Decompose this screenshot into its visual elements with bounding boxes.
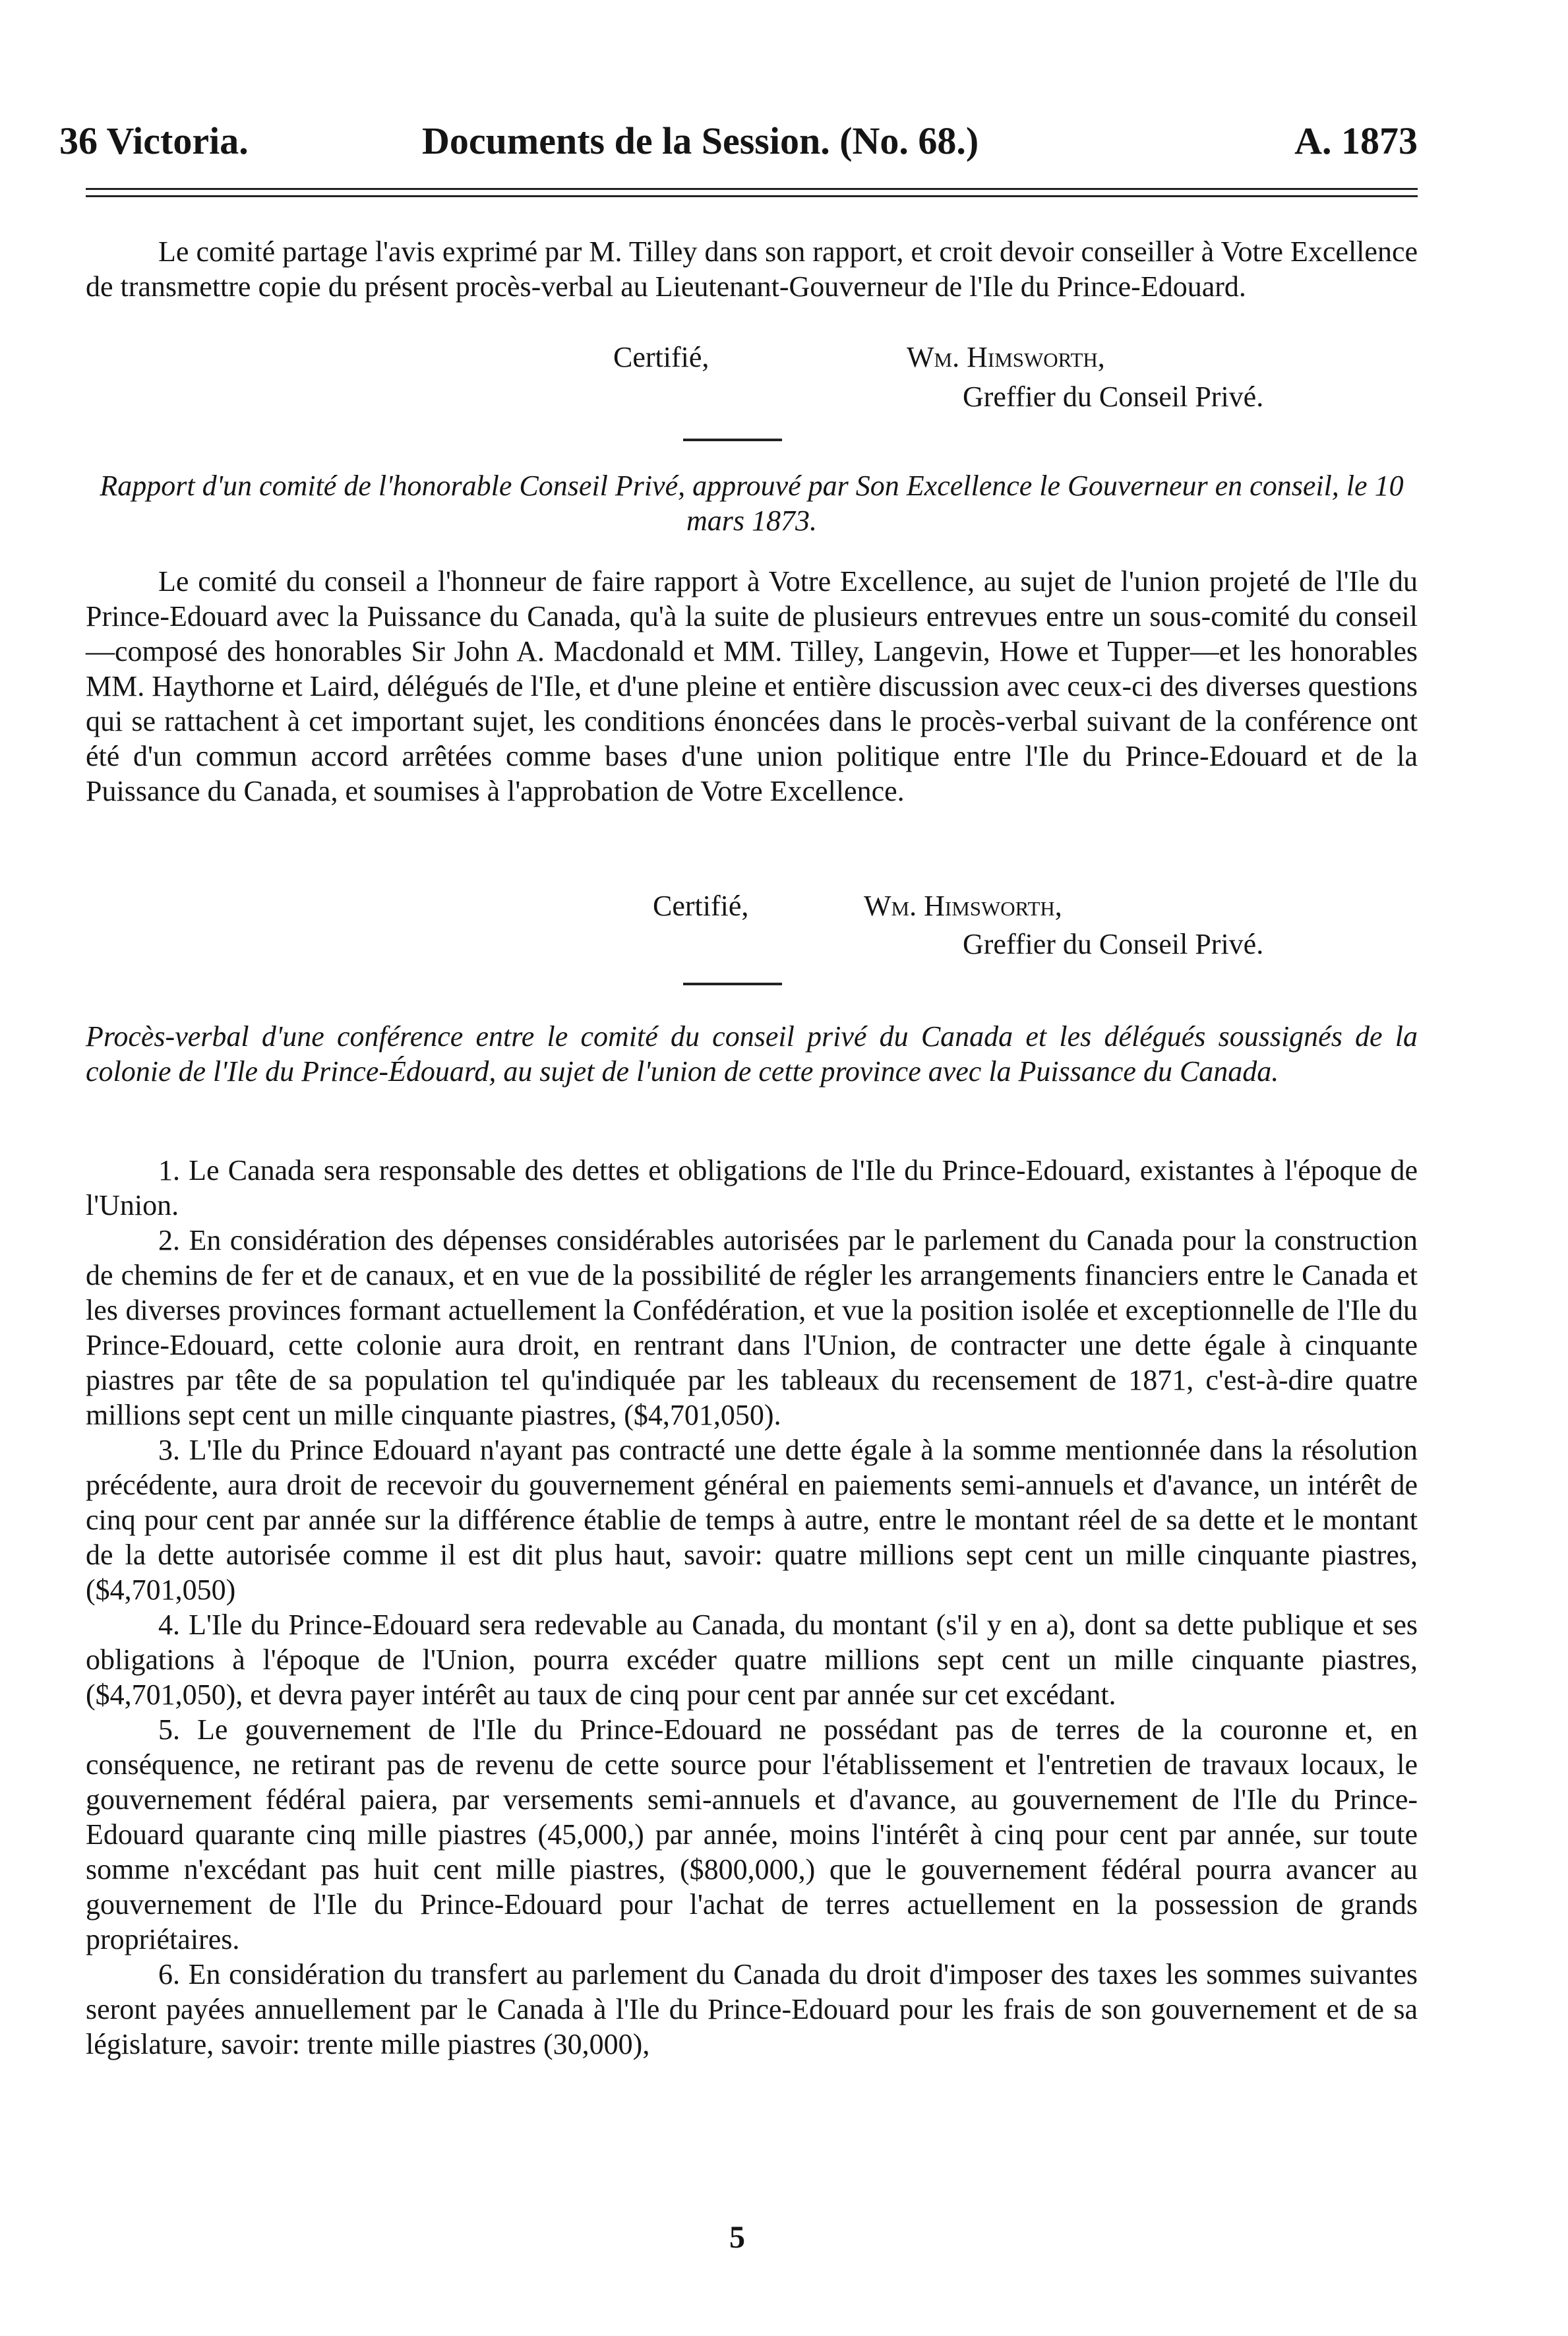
proces-heading: Procès-verbal d'une conférence entre le comité du conseil privé du Canada et les délégués soussignés de la colonie de l'Ile du Prince-Édouard, au sujet de l'union de cette province avec la Puissance du Canada. <box>86 1020 1418 1088</box>
intro-text: Le comité partage l'avis exprimé par M. Tilley dans son rapport, et croit devoir conseiller à Votre Excellence de transmettre copie du présent procès-verbal au Lieutenant-Gouverneur de l'Ile du Prince-Edouard. <box>86 235 1418 303</box>
proces-items <box>86 1153 1418 2062</box>
list-item: 4. L'Ile du Prince-Edouard sera redevable au Canada, du montant (s'il y en a), dont sa dette publique et ses obligations à l'époque de l'Union, pourra excéder quatre millions sept cent un mille cinquante piastres, ($4,701,050), et devra payer intérêt au taux de cinq pour cent par année sur cet excédant. <box>86 1609 1418 1711</box>
intro-paragraph <box>86 234 1418 304</box>
list-item: 2. En considération des dépenses considérables autorisées par le parlement du Canada pour la construction de chemins de fer et de canaux, et en vue de la possibilité de régler les arrangements financiers entre le Canada et les diverses provinces formant actuellement la Confédération, et vue la position isolée et exceptionnelle de l'Ile du Prince-Edouard, cette colonie aura droit, en rentrant dans l'Union, de contracter une dette égale à cinquante piastres par tête de sa population tel qu'indiquée par les tableaux du recensement de 1871, c'est-à-dire quatre millions sept cent un mille cinquante piastres, ($4,701,050). <box>86 1224 1418 1431</box>
section-divider <box>683 983 782 985</box>
header-documents: Documents de la Session. (No. 68.) <box>422 119 979 162</box>
rapport-heading: Rapport d'un comité de l'honorable Conseil Privé, approuvé par Son Excellence le Gouverneur en conseil, le 10 mars 1873. <box>100 470 1404 537</box>
signature1-title: Greffier du Conseil Privé. <box>963 381 1264 413</box>
list-item: 3. L'Ile du Prince Edouard n'ayant pas contracté une dette égale à la somme mentionnée dans la résolution précédente, aura droit de recevoir du gouvernement général en paiements semi-annuels et d'avance, un intérêt de cinq pour cent par année sur la différence établie de temps à autre, entre le montant réel de sa dette et le montant de la dette autorisée comme il est dit plus haut, savoir: quatre millions sept cent un mille cinquante piastres, ($4,701,050) <box>86 1434 1418 1606</box>
signature2-name: Wm. Himsworth, <box>864 890 1062 922</box>
section-divider <box>683 439 782 441</box>
signature2-certifie: Certifié, <box>653 890 749 922</box>
header-year: A. 1873 <box>1294 119 1418 162</box>
list-item: 1. Le Canada sera responsable des dettes et obligations de l'Ile du Prince-Edouard, existantes à l'époque de l'Union. <box>86 1154 1418 1221</box>
page-header <box>59 119 1418 171</box>
list-item: 6. En considération du transfert au parlement du Canada du droit d'imposer des taxes les sommes suivantes seront payées annuellement par le Canada à l'Ile du Prince-Edouard pour les frais de son gouvernement et de sa législature, savoir: trente mille piastres (30,000), <box>86 1958 1418 2060</box>
rapport-paragraph <box>86 564 1418 809</box>
signature2-title: Greffier du Conseil Privé. <box>963 928 1264 960</box>
signature1-certifie: Certifié, <box>613 341 709 373</box>
rapport-text: Le comité du conseil a l'honneur de faire rapport à Votre Excellence, au sujet de l'union projeté de l'Ile du Prince-Edouard avec la Puissance du Canada, qu'à la suite de plusieurs entrevues entre un sous-comité du conseil—composé des honorables Sir John A. Macdonald et MM. Tilley, Langevin, Howe et Tupper—et les honorables MM. Haythorne et Laird, délégués de l'Ile, et d'une pleine et entière discussion avec ceux-ci des diverses questions qui se rattachent à cet important sujet, les conditions énoncées dans le procès-verbal suivant de la conférence ont été d'un commun accord arrêtées comme bases d'une union politique entre l'Ile du Prince-Edouard et de la Puissance du Canada, et soumises à l'approbation de Votre Excellence. <box>86 565 1418 807</box>
header-session: 36 Victoria. <box>59 119 249 162</box>
list-item: 5. Le gouvernement de l'Ile du Prince-Edouard ne possédant pas de terres de la couronne et, en conséquence, ne retirant pas de revenu de cette source pour l'établissement et l'entretien de travaux locaux, le gouvernement fédéral paiera, par versements semi-annuels et d'avance, au gouvernement de l'Ile du Prince-Edouard quarante cinq mille piastres (45,000,) par année, moins l'intérêt à cinq pour cent par année, sur toute somme n'excédant pas huit cent mille piastres, ($800,000,) que le gouvernement fédéral pourra avancer au gouvernement de l'Ile du Prince-Edouard pour l'achat de terres actuellement en la possession de grands propriétaires. <box>86 1713 1418 1955</box>
page-number: 5 <box>729 2220 745 2255</box>
header-double-rule <box>86 188 1418 197</box>
signature1-name: Wm. Himsworth, <box>907 341 1105 373</box>
